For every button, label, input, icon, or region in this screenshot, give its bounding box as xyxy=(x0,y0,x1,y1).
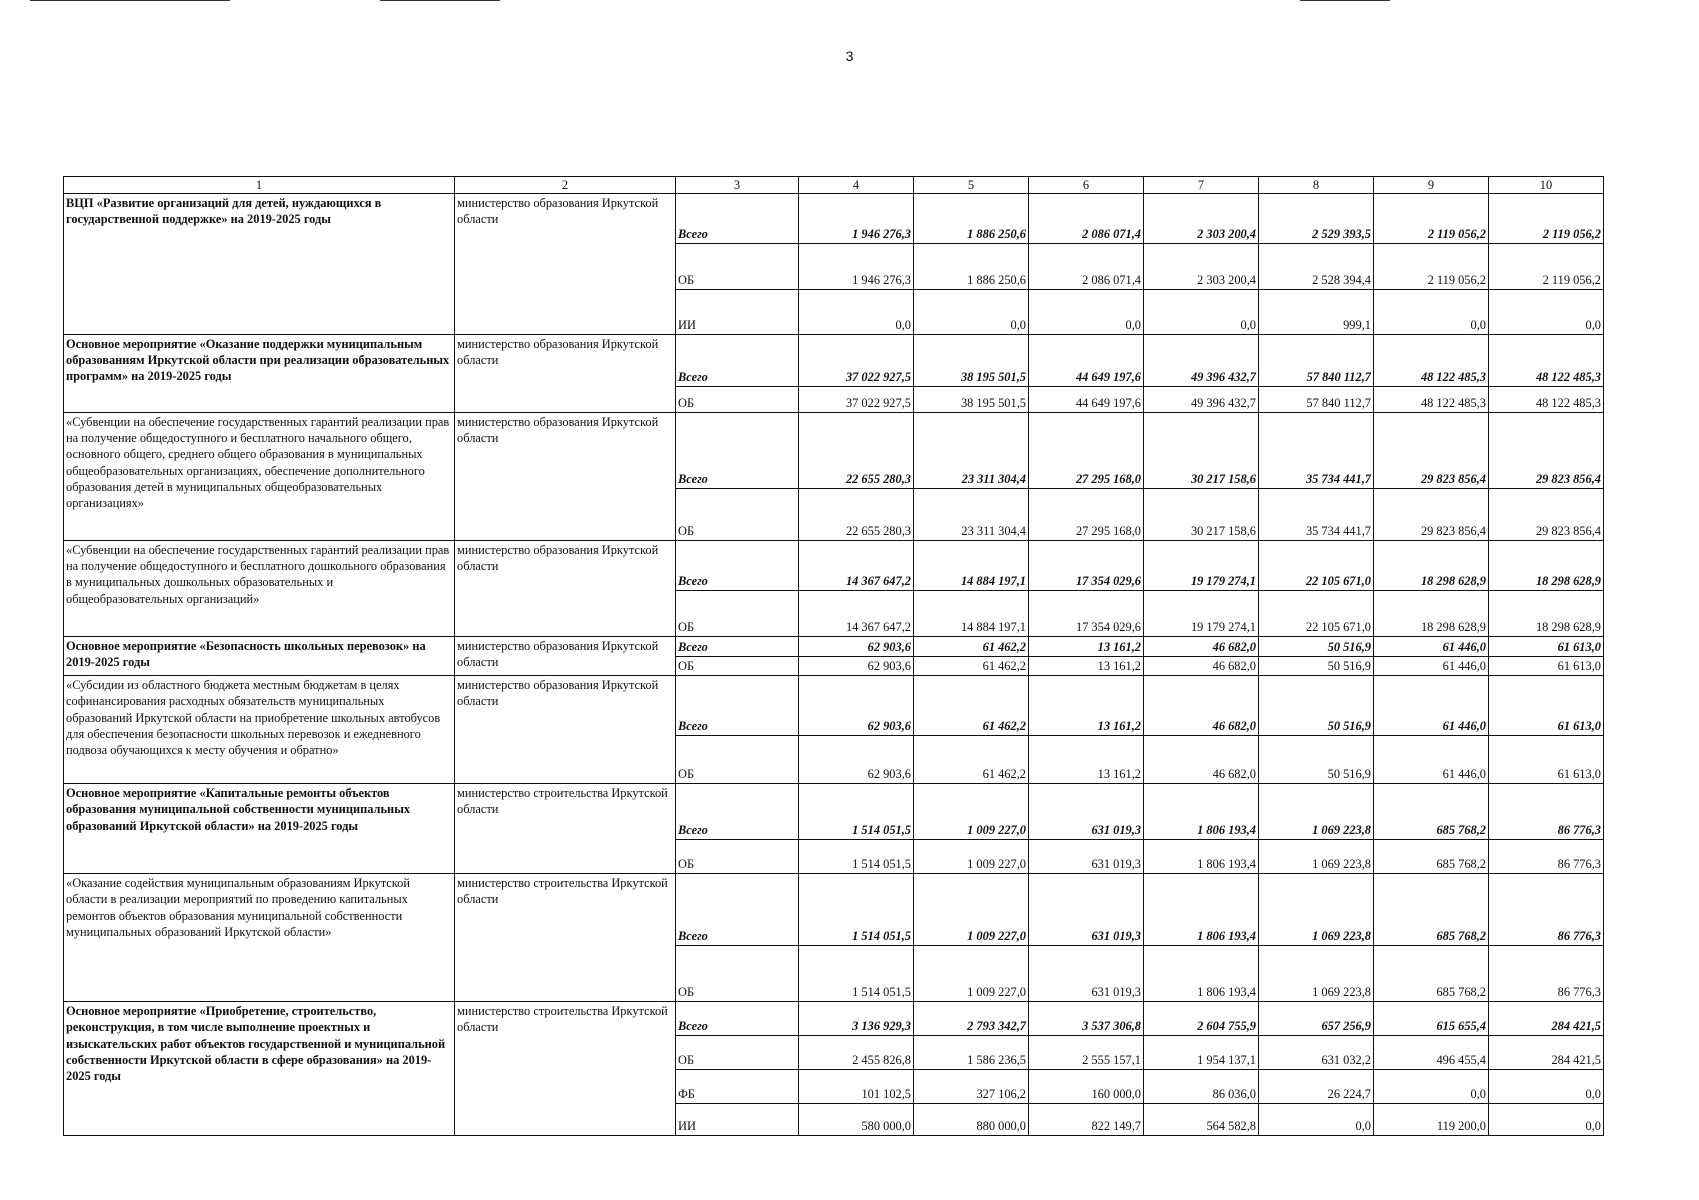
amount-cell-col-6: 3 537 306,8 xyxy=(1029,1002,1144,1036)
amount-cell-col-6: 631 019,3 xyxy=(1029,946,1144,1002)
amount-cell-col-9: 119 200,0 xyxy=(1374,1104,1489,1136)
amount-cell-col-8: 1 069 223,8 xyxy=(1259,874,1374,946)
amount-cell-col-5: 23 311 304,4 xyxy=(914,413,1029,489)
amount-cell-col-8: 657 256,9 xyxy=(1259,1002,1374,1036)
amount-cell-col-4: 1 514 051,5 xyxy=(799,946,914,1002)
amount-cell-col-5: 2 793 342,7 xyxy=(914,1002,1029,1036)
amount-cell-col-7: 30 217 158,6 xyxy=(1144,489,1259,541)
executor-cell xyxy=(455,413,676,541)
program-name: «Субвенции на обеспечение государственных гарантий реализации прав на получение общедоступного и бесплатного начального общего, основного общего, среднего общего образования в муниципальных общеобразовательных организациях, обеспечение дополнительного образования детей в муниципальных общеобразовательных организациях» xyxy=(66,415,450,510)
funding-source-cell: ОБ xyxy=(676,591,799,637)
amount-cell-col-10: 18 298 628,9 xyxy=(1489,591,1604,637)
amount-cell-col-5: 61 462,2 xyxy=(914,657,1029,676)
amount-cell-col-8: 2 528 394,4 xyxy=(1259,244,1374,290)
funding-source-cell: ОБ xyxy=(676,946,799,1002)
amount-cell-col-8: 2 529 393,5 xyxy=(1259,194,1374,244)
executor-name: министерство образования Иркутской области xyxy=(457,543,659,574)
amount-cell-col-10: 86 776,3 xyxy=(1489,784,1604,840)
column-number-2: 2 xyxy=(455,177,676,194)
amount-cell-col-10: 61 613,0 xyxy=(1489,637,1604,657)
column-number-row xyxy=(64,177,1604,194)
funding-source-cell: Всего xyxy=(676,413,799,489)
amount-cell-col-9: 685 768,2 xyxy=(1374,840,1489,874)
amount-cell-col-8: 1 069 223,8 xyxy=(1259,946,1374,1002)
executor-name: министерство образования Иркутской области xyxy=(457,415,659,446)
amount-cell-col-4: 3 136 929,3 xyxy=(799,1002,914,1036)
executor-name: министерство образования Иркутской области xyxy=(457,196,659,227)
amount-cell-col-5: 1 009 227,0 xyxy=(914,874,1029,946)
amount-cell-col-8: 999,1 xyxy=(1259,290,1374,335)
amount-cell-col-7: 19 179 274,1 xyxy=(1144,541,1259,591)
amount-cell-col-7: 2 604 755,9 xyxy=(1144,1002,1259,1036)
amount-cell-col-5: 38 195 501,5 xyxy=(914,335,1029,387)
amount-cell-col-7: 564 582,8 xyxy=(1144,1104,1259,1136)
amount-cell-col-5: 61 462,2 xyxy=(914,637,1029,657)
amount-cell-col-10: 284 421,5 xyxy=(1489,1002,1604,1036)
amount-cell-col-5: 14 884 197,1 xyxy=(914,591,1029,637)
table-row xyxy=(64,335,1604,387)
amount-cell-col-6: 631 019,3 xyxy=(1029,784,1144,840)
amount-cell-col-8: 35 734 441,7 xyxy=(1259,489,1374,541)
funding-source-cell: Всего xyxy=(676,874,799,946)
amount-cell-col-6: 2 555 157,1 xyxy=(1029,1036,1144,1070)
amount-cell-col-5: 1 886 250,6 xyxy=(914,244,1029,290)
column-number-6: 6 xyxy=(1029,177,1144,194)
program-name: Основное мероприятие «Капитальные ремонты объектов образования муниципальной собственности муниципальных образований Иркутской области» на 2019-2025 годы xyxy=(66,786,411,833)
program-name-cell xyxy=(64,1002,455,1136)
amount-cell-col-9: 61 446,0 xyxy=(1374,736,1489,784)
amount-cell-col-4: 62 903,6 xyxy=(799,637,914,657)
amount-cell-col-4: 1 946 276,3 xyxy=(799,194,914,244)
program-name-cell xyxy=(64,676,455,784)
amount-cell-col-10: 61 613,0 xyxy=(1489,736,1604,784)
amount-cell-col-4: 1 946 276,3 xyxy=(799,244,914,290)
amount-cell-col-8: 57 840 112,7 xyxy=(1259,335,1374,387)
amount-cell-col-7: 30 217 158,6 xyxy=(1144,413,1259,489)
amount-cell-col-5: 14 884 197,1 xyxy=(914,541,1029,591)
amount-cell-col-4: 14 367 647,2 xyxy=(799,541,914,591)
executor-cell xyxy=(455,874,676,1002)
amount-cell-col-8: 50 516,9 xyxy=(1259,736,1374,784)
amount-cell-col-4: 14 367 647,2 xyxy=(799,591,914,637)
column-number-10: 10 xyxy=(1489,177,1604,194)
amount-cell-col-8: 57 840 112,7 xyxy=(1259,387,1374,413)
column-number-1: 1 xyxy=(64,177,455,194)
amount-cell-col-10: 86 776,3 xyxy=(1489,840,1604,874)
amount-cell-col-6: 13 161,2 xyxy=(1029,736,1144,784)
amount-cell-col-6: 13 161,2 xyxy=(1029,637,1144,657)
table-row xyxy=(64,194,1604,244)
amount-cell-col-6: 13 161,2 xyxy=(1029,676,1144,736)
amount-cell-col-7: 46 682,0 xyxy=(1144,637,1259,657)
amount-cell-col-7: 46 682,0 xyxy=(1144,657,1259,676)
amount-cell-col-6: 17 354 029,6 xyxy=(1029,591,1144,637)
amount-cell-col-6: 631 019,3 xyxy=(1029,840,1144,874)
amount-cell-col-6: 27 295 168,0 xyxy=(1029,413,1144,489)
amount-cell-col-9: 61 446,0 xyxy=(1374,676,1489,736)
amount-cell-col-5: 327 106,2 xyxy=(914,1070,1029,1104)
amount-cell-col-5: 61 462,2 xyxy=(914,736,1029,784)
program-name: Основное мероприятие «Оказание поддержки муниципальным образованиям Иркутской области при реализации образовательных программ» на 2019-2025 годы xyxy=(66,337,450,384)
amount-cell-col-4: 101 102,5 xyxy=(799,1070,914,1104)
column-number-5: 5 xyxy=(914,177,1029,194)
amount-cell-col-4: 37 022 927,5 xyxy=(799,387,914,413)
table-body xyxy=(64,177,1604,1136)
amount-cell-col-10: 48 122 485,3 xyxy=(1489,387,1604,413)
amount-cell-col-9: 2 119 056,2 xyxy=(1374,244,1489,290)
amount-cell-col-6: 631 019,3 xyxy=(1029,874,1144,946)
program-name-cell xyxy=(64,194,455,335)
amount-cell-col-7: 2 303 200,4 xyxy=(1144,244,1259,290)
amount-cell-col-10: 0,0 xyxy=(1489,1070,1604,1104)
program-name: ВЦП «Развитие организаций для детей, нуждающихся в государственной поддержке» на 2019-2025 годы xyxy=(66,196,382,227)
program-name-cell xyxy=(64,874,455,1002)
amount-cell-col-5: 1 886 250,6 xyxy=(914,194,1029,244)
executor-cell xyxy=(455,637,676,676)
column-number-8: 8 xyxy=(1259,177,1374,194)
program-name: «Субсидии из областного бюджета местным бюджетам в целях софинансирования расходных обязательств муниципальных образований Иркутской области на приобретение школьных автобусов для обеспечения безопасности школьных перевозок и ежедневного подвоза обучающихся к месту обучения и обратно» xyxy=(66,678,441,757)
amount-cell-col-6: 160 000,0 xyxy=(1029,1070,1144,1104)
amount-cell-col-10: 2 119 056,2 xyxy=(1489,194,1604,244)
amount-cell-col-8: 50 516,9 xyxy=(1259,637,1374,657)
amount-cell-col-8: 50 516,9 xyxy=(1259,657,1374,676)
amount-cell-col-5: 61 462,2 xyxy=(914,676,1029,736)
executor-cell xyxy=(455,194,676,335)
amount-cell-col-7: 46 682,0 xyxy=(1144,736,1259,784)
amount-cell-col-8: 0,0 xyxy=(1259,1104,1374,1136)
amount-cell-col-6: 822 149,7 xyxy=(1029,1104,1144,1136)
amount-cell-col-8: 50 516,9 xyxy=(1259,676,1374,736)
amount-cell-col-10: 61 613,0 xyxy=(1489,676,1604,736)
amount-cell-col-9: 2 119 056,2 xyxy=(1374,194,1489,244)
program-name: «Оказание содействия муниципальным образованиям Иркутской области в реализации мероприятий по проведению капитальных ремонтов объектов образования муниципальной собственности муниципальных образований Иркутской области» xyxy=(66,876,410,939)
amount-cell-col-7: 19 179 274,1 xyxy=(1144,591,1259,637)
column-number-4: 4 xyxy=(799,177,914,194)
amount-cell-col-8: 26 224,7 xyxy=(1259,1070,1374,1104)
amount-cell-col-5: 0,0 xyxy=(914,290,1029,335)
amount-cell-col-4: 1 514 051,5 xyxy=(799,874,914,946)
amount-cell-col-9: 685 768,2 xyxy=(1374,784,1489,840)
funding-source-cell: Всего xyxy=(676,1002,799,1036)
amount-cell-col-6: 17 354 029,6 xyxy=(1029,541,1144,591)
funding-source-cell: ОБ xyxy=(676,657,799,676)
amount-cell-col-9: 29 823 856,4 xyxy=(1374,413,1489,489)
amount-cell-col-5: 1 009 227,0 xyxy=(914,840,1029,874)
funding-source-cell: ОБ xyxy=(676,387,799,413)
funding-source-cell: ОБ xyxy=(676,244,799,290)
executor-name: министерство образования Иркутской области xyxy=(457,337,659,368)
amount-cell-col-4: 0,0 xyxy=(799,290,914,335)
program-name-cell xyxy=(64,413,455,541)
amount-cell-col-6: 44 649 197,6 xyxy=(1029,335,1144,387)
amount-cell-col-4: 1 514 051,5 xyxy=(799,840,914,874)
amount-cell-col-5: 23 311 304,4 xyxy=(914,489,1029,541)
amount-cell-col-9: 685 768,2 xyxy=(1374,946,1489,1002)
amount-cell-col-6: 44 649 197,6 xyxy=(1029,387,1144,413)
amount-cell-col-10: 284 421,5 xyxy=(1489,1036,1604,1070)
amount-cell-col-6: 27 295 168,0 xyxy=(1029,489,1144,541)
page-number: 3 xyxy=(845,48,854,64)
funding-source-cell: ОБ xyxy=(676,1036,799,1070)
amount-cell-col-9: 18 298 628,9 xyxy=(1374,541,1489,591)
amount-cell-col-7: 1 806 193,4 xyxy=(1144,946,1259,1002)
column-number-7: 7 xyxy=(1144,177,1259,194)
amount-cell-col-4: 1 514 051,5 xyxy=(799,784,914,840)
funding-source-cell: ИИ xyxy=(676,290,799,335)
amount-cell-col-5: 38 195 501,5 xyxy=(914,387,1029,413)
amount-cell-col-6: 0,0 xyxy=(1029,290,1144,335)
amount-cell-col-7: 2 303 200,4 xyxy=(1144,194,1259,244)
amount-cell-col-7: 1 806 193,4 xyxy=(1144,784,1259,840)
amount-cell-col-8: 1 069 223,8 xyxy=(1259,840,1374,874)
amount-cell-col-4: 62 903,6 xyxy=(799,676,914,736)
amount-cell-col-10: 86 776,3 xyxy=(1489,874,1604,946)
table-row xyxy=(64,541,1604,591)
funding-source-cell: ИИ xyxy=(676,1104,799,1136)
executor-cell xyxy=(455,335,676,413)
executor-name: министерство строительства Иркутской области xyxy=(457,1004,668,1035)
executor-name: министерство строительства Иркутской области xyxy=(457,876,668,907)
amount-cell-col-10: 18 298 628,9 xyxy=(1489,541,1604,591)
amount-cell-col-7: 0,0 xyxy=(1144,290,1259,335)
program-name-cell xyxy=(64,637,455,676)
funding-source-cell: ОБ xyxy=(676,489,799,541)
table-row xyxy=(64,676,1604,736)
funding-source-cell: Всего xyxy=(676,676,799,736)
amount-cell-col-6: 2 086 071,4 xyxy=(1029,194,1144,244)
amount-cell-col-8: 1 069 223,8 xyxy=(1259,784,1374,840)
funding-source-cell: ФБ xyxy=(676,1070,799,1104)
program-name: Основное мероприятие «Безопасность школьных перевозок» на 2019-2025 годы xyxy=(66,639,426,670)
amount-cell-col-6: 2 086 071,4 xyxy=(1029,244,1144,290)
amount-cell-col-8: 22 105 671,0 xyxy=(1259,591,1374,637)
amount-cell-col-7: 86 036,0 xyxy=(1144,1070,1259,1104)
scan-artifact-line xyxy=(30,0,230,1)
amount-cell-col-5: 1 586 236,5 xyxy=(914,1036,1029,1070)
funding-source-cell: Всего xyxy=(676,335,799,387)
amount-cell-col-7: 1 806 193,4 xyxy=(1144,874,1259,946)
executor-cell xyxy=(455,784,676,874)
program-name-cell xyxy=(64,784,455,874)
amount-cell-col-10: 2 119 056,2 xyxy=(1489,244,1604,290)
amount-cell-col-8: 631 032,2 xyxy=(1259,1036,1374,1070)
amount-cell-col-7: 49 396 432,7 xyxy=(1144,335,1259,387)
funding-source-cell: ОБ xyxy=(676,840,799,874)
amount-cell-col-9: 48 122 485,3 xyxy=(1374,335,1489,387)
table-row xyxy=(64,874,1604,946)
program-name: «Субвенции на обеспечение государственных гарантий реализации прав на получение общедоступного и бесплатного дошкольного образования в муниципальных дошкольных образовательных и общеобразовательных организаций» xyxy=(66,543,450,606)
amount-cell-col-10: 29 823 856,4 xyxy=(1489,413,1604,489)
amount-cell-col-7: 1 806 193,4 xyxy=(1144,840,1259,874)
executor-cell xyxy=(455,1002,676,1136)
amount-cell-col-5: 1 009 227,0 xyxy=(914,946,1029,1002)
amount-cell-col-9: 0,0 xyxy=(1374,290,1489,335)
executor-name: министерство строительства Иркутской области xyxy=(457,786,668,817)
table-row xyxy=(64,637,1604,657)
budget-table xyxy=(63,176,1604,1136)
executor-cell xyxy=(455,676,676,784)
amount-cell-col-4: 62 903,6 xyxy=(799,657,914,676)
amount-cell-col-9: 685 768,2 xyxy=(1374,874,1489,946)
funding-source-cell: Всего xyxy=(676,194,799,244)
amount-cell-col-9: 18 298 628,9 xyxy=(1374,591,1489,637)
amount-cell-col-10: 86 776,3 xyxy=(1489,946,1604,1002)
table-row xyxy=(64,784,1604,840)
amount-cell-col-10: 29 823 856,4 xyxy=(1489,489,1604,541)
amount-cell-col-4: 22 655 280,3 xyxy=(799,413,914,489)
amount-cell-col-5: 1 009 227,0 xyxy=(914,784,1029,840)
table-row xyxy=(64,413,1604,489)
amount-cell-col-4: 2 455 826,8 xyxy=(799,1036,914,1070)
funding-source-cell: Всего xyxy=(676,784,799,840)
amount-cell-col-9: 48 122 485,3 xyxy=(1374,387,1489,413)
amount-cell-col-9: 29 823 856,4 xyxy=(1374,489,1489,541)
amount-cell-col-7: 49 396 432,7 xyxy=(1144,387,1259,413)
amount-cell-col-4: 22 655 280,3 xyxy=(799,489,914,541)
amount-cell-col-4: 37 022 927,5 xyxy=(799,335,914,387)
executor-name: министерство образования Иркутской области xyxy=(457,639,659,670)
amount-cell-col-10: 61 613,0 xyxy=(1489,657,1604,676)
executor-cell xyxy=(455,541,676,637)
amount-cell-col-4: 580 000,0 xyxy=(799,1104,914,1136)
column-number-9: 9 xyxy=(1374,177,1489,194)
program-name-cell xyxy=(64,335,455,413)
amount-cell-col-7: 46 682,0 xyxy=(1144,676,1259,736)
amount-cell-col-5: 880 000,0 xyxy=(914,1104,1029,1136)
amount-cell-col-9: 0,0 xyxy=(1374,1070,1489,1104)
amount-cell-col-7: 1 954 137,1 xyxy=(1144,1036,1259,1070)
column-number-3: 3 xyxy=(676,177,799,194)
program-name-cell xyxy=(64,541,455,637)
program-name: Основное мероприятие «Приобретение, строительство, реконструкция, в том числе выполнение проектных и изыскательских работ объектов государственной и муниципальной собственности Иркутской области в сфере образования» на 2019-2025 годы xyxy=(66,1004,446,1083)
amount-cell-col-6: 13 161,2 xyxy=(1029,657,1144,676)
amount-cell-col-8: 22 105 671,0 xyxy=(1259,541,1374,591)
amount-cell-col-9: 61 446,0 xyxy=(1374,637,1489,657)
amount-cell-col-10: 0,0 xyxy=(1489,1104,1604,1136)
amount-cell-col-9: 61 446,0 xyxy=(1374,657,1489,676)
funding-source-cell: Всего xyxy=(676,541,799,591)
executor-name: министерство образования Иркутской области xyxy=(457,678,659,709)
table-row xyxy=(64,1002,1604,1036)
amount-cell-col-8: 35 734 441,7 xyxy=(1259,413,1374,489)
funding-source-cell: ОБ xyxy=(676,736,799,784)
amount-cell-col-10: 48 122 485,3 xyxy=(1489,335,1604,387)
amount-cell-col-10: 0,0 xyxy=(1489,290,1604,335)
amount-cell-col-9: 615 655,4 xyxy=(1374,1002,1489,1036)
funding-source-cell: Всего xyxy=(676,637,799,657)
amount-cell-col-9: 496 455,4 xyxy=(1374,1036,1489,1070)
scan-artifact-line xyxy=(380,0,500,1)
amount-cell-col-4: 62 903,6 xyxy=(799,736,914,784)
scan-artifact-line xyxy=(1300,0,1390,1)
